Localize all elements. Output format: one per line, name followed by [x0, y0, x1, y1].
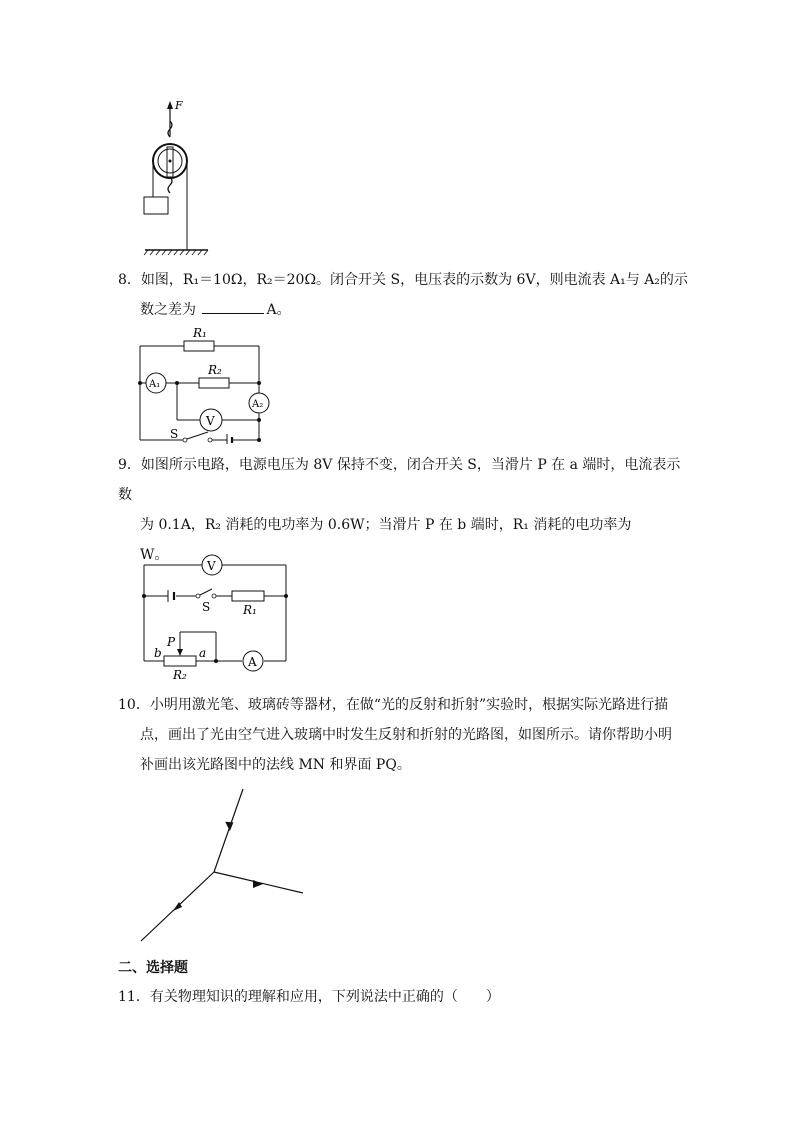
- question-11: [118, 982, 688, 1012]
- q9-circuit-figure: [140, 553, 292, 681]
- ammeter-a2-label: A₂: [252, 399, 264, 410]
- question-10: [118, 690, 688, 780]
- section-heading: 二、选择题: [118, 960, 188, 976]
- ammeter-a1-label: A₁: [149, 379, 161, 390]
- switch-label: S: [202, 600, 211, 614]
- q8-circuit-figure: [136, 322, 276, 444]
- question-8: [118, 265, 688, 325]
- end-b-label: b: [154, 646, 162, 660]
- r2-label: R₂: [208, 363, 222, 377]
- q11-line1: 11．有关物理知识的理解和应用，下列说法中正确的（ ）: [118, 989, 500, 1005]
- q9-line3: W。: [140, 547, 169, 563]
- end-a-label: a: [199, 646, 207, 660]
- switch-label: S: [170, 427, 179, 441]
- q10-line1: 10．小明用激光笔、玻璃砖等器材，在做“光的反射和折射”实验时，根据实际光路进行描: [118, 697, 669, 713]
- ammeter-label: A: [248, 655, 257, 669]
- slider-p-label: P: [167, 635, 176, 649]
- answer-blank: [202, 299, 264, 314]
- force-label: F: [175, 99, 183, 112]
- q8-line2: 数之差为 A。: [118, 295, 688, 325]
- q10-line2: 点，画出了光由空气进入玻璃中时发生反射和折射的光路图，如图所示。请你帮助小明: [140, 727, 672, 743]
- q9-line2: 为 0.1A，R₂ 消耗的电功率为 0.6W；当滑片 P 在 b 端时，R₁ 消耗的电功率为: [140, 517, 632, 533]
- r2-label: R₂: [173, 668, 187, 681]
- r1-label: R₁: [243, 603, 257, 617]
- question-9: [118, 450, 688, 570]
- voltmeter-label: V: [206, 414, 215, 428]
- q9-line1: 9．如图所示电路，电源电压为 8V 保持不变，闭合开关 S，当滑片 P 在 a 端时，电流表示数: [118, 457, 681, 503]
- r1-label: R₁: [193, 326, 207, 340]
- pulley-figure: [140, 95, 210, 260]
- q8-line1: 8．如图，R₁＝10Ω，R₂＝20Ω。闭合开关 S，电压表的示数为 6V，则电流表 A₁与 A₂的示: [118, 272, 688, 288]
- q10-line3: 补画出该光路图中的法线 MN 和界面 PQ。: [140, 757, 411, 773]
- light-path-figure: [135, 785, 315, 945]
- voltmeter-label: V: [207, 559, 216, 573]
